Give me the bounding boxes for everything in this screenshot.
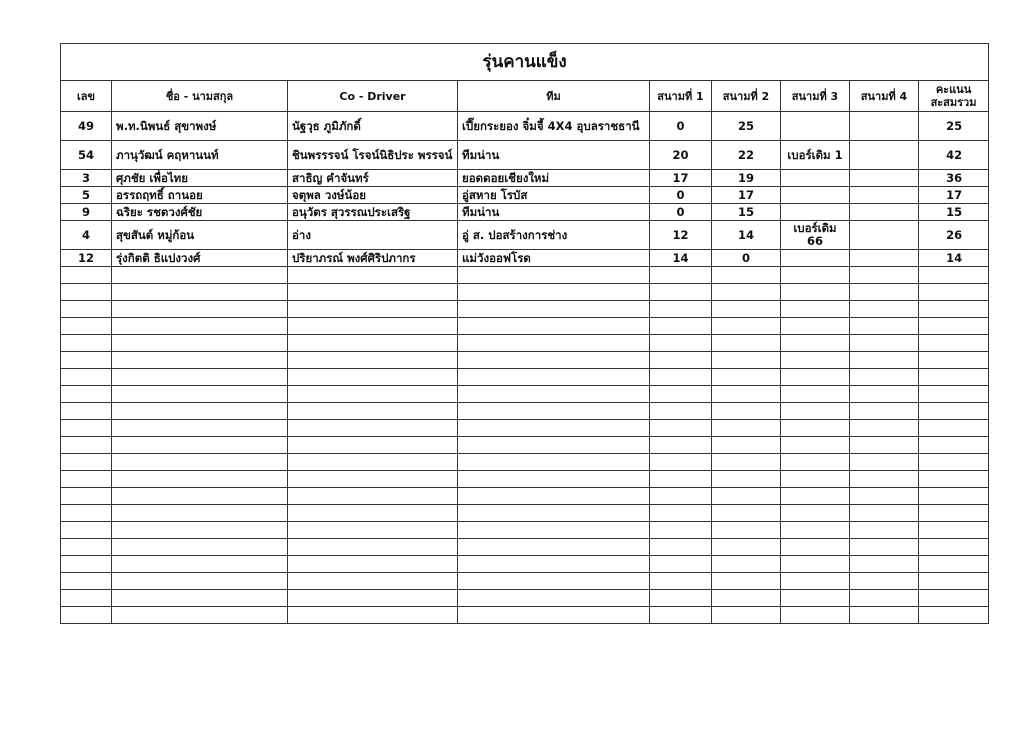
- empty-cell: [781, 403, 850, 420]
- empty-cell: [919, 369, 989, 386]
- empty-cell: [61, 301, 112, 318]
- empty-cell: [781, 505, 850, 522]
- empty-cell: [712, 352, 781, 369]
- empty-cell: [650, 590, 712, 607]
- header-co-driver: Co - Driver: [288, 81, 458, 112]
- cell-team: ทีมน่าน: [458, 204, 650, 221]
- empty-cell: [919, 607, 989, 624]
- empty-row: [61, 301, 989, 318]
- empty-cell: [61, 352, 112, 369]
- cell-field-4: [850, 112, 919, 141]
- empty-cell: [61, 488, 112, 505]
- empty-cell: [288, 335, 458, 352]
- empty-cell: [288, 573, 458, 590]
- empty-cell: [781, 284, 850, 301]
- cell-field-3: เบอร์เดิม 1: [781, 141, 850, 170]
- empty-row: [61, 352, 989, 369]
- empty-cell: [712, 420, 781, 437]
- empty-cell: [781, 301, 850, 318]
- empty-cell: [61, 318, 112, 335]
- cell-total: 42: [919, 141, 989, 170]
- cell-name: สุขสันต์ หมู่ก้อน: [112, 221, 288, 250]
- empty-cell: [61, 471, 112, 488]
- empty-cell: [458, 318, 650, 335]
- empty-cell: [288, 488, 458, 505]
- empty-cell: [61, 505, 112, 522]
- cell-field-2: 25: [712, 112, 781, 141]
- empty-cell: [61, 437, 112, 454]
- cell-num: 54: [61, 141, 112, 170]
- empty-cell: [112, 284, 288, 301]
- empty-cell: [781, 267, 850, 284]
- empty-cell: [61, 335, 112, 352]
- header-team: ทีม: [458, 81, 650, 112]
- empty-cell: [650, 471, 712, 488]
- empty-cell: [650, 607, 712, 624]
- empty-row: [61, 471, 989, 488]
- empty-cell: [288, 505, 458, 522]
- cell-team: อู่สหาย โรบัส: [458, 187, 650, 204]
- cell-total: 14: [919, 250, 989, 267]
- empty-cell: [288, 318, 458, 335]
- empty-cell: [781, 437, 850, 454]
- empty-cell: [112, 505, 288, 522]
- table-title: รุ่นคานแข็ง: [61, 44, 989, 81]
- empty-cell: [458, 590, 650, 607]
- empty-cell: [712, 301, 781, 318]
- empty-cell: [712, 573, 781, 590]
- empty-cell: [850, 437, 919, 454]
- empty-cell: [650, 267, 712, 284]
- empty-cell: [781, 369, 850, 386]
- empty-cell: [650, 556, 712, 573]
- cell-co-driver: จตุพล วงษ์น้อย: [288, 187, 458, 204]
- empty-cell: [650, 539, 712, 556]
- empty-cell: [919, 539, 989, 556]
- table-row: [61, 187, 989, 204]
- empty-cell: [61, 522, 112, 539]
- empty-cell: [712, 437, 781, 454]
- empty-cell: [458, 267, 650, 284]
- cell-field-1: 17: [650, 170, 712, 187]
- cell-field-3: เบอร์เดิม 66: [781, 221, 850, 250]
- empty-cell: [712, 318, 781, 335]
- empty-cell: [112, 488, 288, 505]
- empty-cell: [712, 369, 781, 386]
- cell-num: 3: [61, 170, 112, 187]
- empty-cell: [712, 522, 781, 539]
- cell-co-driver: นัฐวุธ ภูมิภักดิ์: [288, 112, 458, 141]
- empty-cell: [650, 522, 712, 539]
- empty-cell: [112, 607, 288, 624]
- empty-cell: [288, 352, 458, 369]
- cell-total: 26: [919, 221, 989, 250]
- empty-cell: [112, 522, 288, 539]
- empty-cell: [712, 284, 781, 301]
- empty-cell: [61, 573, 112, 590]
- cell-field-2: 14: [712, 221, 781, 250]
- empty-cell: [112, 454, 288, 471]
- table-row: [61, 141, 989, 170]
- empty-cell: [712, 607, 781, 624]
- cell-name: พ.ท.นิพนธ์ สุขาพงษ์: [112, 112, 288, 141]
- cell-field-2: 22: [712, 141, 781, 170]
- empty-cell: [919, 573, 989, 590]
- cell-field-3: [781, 204, 850, 221]
- empty-cell: [112, 386, 288, 403]
- header-total: คะแนน สะสมรวม: [919, 81, 989, 112]
- empty-row: [61, 267, 989, 284]
- cell-field-1: 0: [650, 187, 712, 204]
- empty-cell: [712, 471, 781, 488]
- empty-cell: [288, 471, 458, 488]
- empty-row: [61, 607, 989, 624]
- header-field-1: สนามที่ 1: [650, 81, 712, 112]
- empty-cell: [781, 318, 850, 335]
- empty-row: [61, 403, 989, 420]
- empty-cell: [112, 318, 288, 335]
- empty-cell: [458, 403, 650, 420]
- empty-cell: [288, 420, 458, 437]
- cell-field-1: 20: [650, 141, 712, 170]
- cell-num: 49: [61, 112, 112, 141]
- empty-cell: [919, 420, 989, 437]
- header-field-2: สนามที่ 2: [712, 81, 781, 112]
- cell-co-driver: อนุวัตร สุวรรณประเสริฐ: [288, 204, 458, 221]
- empty-cell: [112, 403, 288, 420]
- empty-cell: [458, 284, 650, 301]
- empty-cell: [712, 335, 781, 352]
- empty-cell: [650, 284, 712, 301]
- empty-cell: [288, 590, 458, 607]
- empty-cell: [650, 454, 712, 471]
- cell-team: เปี๊ยกระยอง จิ๋มจี้ 4X4 อุบลราชธานี: [458, 112, 650, 141]
- empty-cell: [781, 420, 850, 437]
- empty-cell: [288, 539, 458, 556]
- empty-cell: [919, 590, 989, 607]
- empty-cell: [712, 267, 781, 284]
- empty-cell: [61, 369, 112, 386]
- empty-row: [61, 573, 989, 590]
- empty-cell: [781, 352, 850, 369]
- cell-team: อู่ ส. ปอสร้างการช่าง: [458, 221, 650, 250]
- empty-cell: [61, 284, 112, 301]
- empty-cell: [112, 573, 288, 590]
- empty-cell: [850, 420, 919, 437]
- cell-field-4: [850, 187, 919, 204]
- empty-cell: [288, 556, 458, 573]
- empty-row: [61, 420, 989, 437]
- empty-cell: [781, 386, 850, 403]
- cell-co-driver: ชินพรรรจน์ โรจน์นิธิประ พรรจน์: [288, 141, 458, 170]
- empty-cell: [650, 318, 712, 335]
- empty-cell: [288, 284, 458, 301]
- empty-cell: [112, 590, 288, 607]
- table-row: [61, 112, 989, 141]
- empty-cell: [850, 488, 919, 505]
- empty-cell: [458, 369, 650, 386]
- empty-cell: [458, 556, 650, 573]
- score-sheet: [60, 43, 988, 624]
- empty-cell: [781, 471, 850, 488]
- empty-cell: [61, 403, 112, 420]
- empty-cell: [781, 522, 850, 539]
- empty-cell: [288, 369, 458, 386]
- empty-cell: [712, 505, 781, 522]
- cell-field-1: 12: [650, 221, 712, 250]
- empty-cell: [650, 386, 712, 403]
- empty-cell: [112, 335, 288, 352]
- cell-num: 5: [61, 187, 112, 204]
- empty-cell: [919, 454, 989, 471]
- cell-field-4: [850, 250, 919, 267]
- empty-cell: [288, 454, 458, 471]
- empty-cell: [712, 556, 781, 573]
- empty-cell: [112, 556, 288, 573]
- cell-field-3: [781, 250, 850, 267]
- empty-row: [61, 556, 989, 573]
- empty-cell: [712, 386, 781, 403]
- empty-cell: [781, 607, 850, 624]
- cell-name: ภานุวัฒน์ คฤหานนท์: [112, 141, 288, 170]
- cell-name: อรรถฤทธิ์ ถานอย: [112, 187, 288, 204]
- empty-cell: [458, 386, 650, 403]
- cell-field-4: [850, 221, 919, 250]
- empty-cell: [61, 556, 112, 573]
- empty-cell: [712, 454, 781, 471]
- empty-row: [61, 386, 989, 403]
- header-row: [61, 81, 989, 112]
- empty-cell: [458, 454, 650, 471]
- empty-cell: [781, 590, 850, 607]
- empty-cell: [850, 403, 919, 420]
- empty-cell: [458, 573, 650, 590]
- empty-row: [61, 539, 989, 556]
- header-num: เลข: [61, 81, 112, 112]
- empty-cell: [458, 352, 650, 369]
- empty-cell: [458, 607, 650, 624]
- empty-cell: [850, 471, 919, 488]
- empty-cell: [850, 318, 919, 335]
- empty-rows: [61, 267, 989, 624]
- empty-cell: [288, 437, 458, 454]
- empty-cell: [458, 437, 650, 454]
- empty-cell: [850, 454, 919, 471]
- empty-cell: [850, 267, 919, 284]
- empty-row: [61, 369, 989, 386]
- empty-cell: [712, 539, 781, 556]
- empty-cell: [850, 335, 919, 352]
- empty-cell: [112, 352, 288, 369]
- empty-cell: [112, 420, 288, 437]
- cell-num: 4: [61, 221, 112, 250]
- cell-team: ทีมน่าน: [458, 141, 650, 170]
- empty-cell: [850, 556, 919, 573]
- cell-field-2: 15: [712, 204, 781, 221]
- empty-cell: [850, 539, 919, 556]
- empty-cell: [650, 437, 712, 454]
- empty-cell: [288, 267, 458, 284]
- cell-co-driver: ปริยาภรณ์ พงศ์ศิริปภากร: [288, 250, 458, 267]
- empty-row: [61, 488, 989, 505]
- empty-row: [61, 284, 989, 301]
- header-field-4: สนามที่ 4: [850, 81, 919, 112]
- empty-cell: [781, 488, 850, 505]
- cell-total: 15: [919, 204, 989, 221]
- empty-cell: [112, 471, 288, 488]
- empty-row: [61, 454, 989, 471]
- cell-name: รุ่งกิตติ ธิแปงวงศ์: [112, 250, 288, 267]
- cell-field-1: 0: [650, 112, 712, 141]
- table-row: [61, 204, 989, 221]
- empty-cell: [919, 488, 989, 505]
- cell-name: ฉริยะ รชตวงศ์ชัย: [112, 204, 288, 221]
- empty-cell: [458, 488, 650, 505]
- cell-field-2: 17: [712, 187, 781, 204]
- table-row: [61, 170, 989, 187]
- empty-cell: [850, 607, 919, 624]
- cell-co-driver: อ่าง: [288, 221, 458, 250]
- empty-cell: [650, 488, 712, 505]
- empty-row: [61, 318, 989, 335]
- empty-cell: [112, 267, 288, 284]
- cell-field-4: [850, 141, 919, 170]
- empty-cell: [850, 573, 919, 590]
- empty-cell: [712, 403, 781, 420]
- empty-cell: [112, 301, 288, 318]
- cell-field-4: [850, 204, 919, 221]
- empty-cell: [61, 590, 112, 607]
- empty-row: [61, 505, 989, 522]
- empty-cell: [781, 539, 850, 556]
- empty-cell: [61, 539, 112, 556]
- empty-cell: [650, 301, 712, 318]
- empty-cell: [919, 471, 989, 488]
- empty-cell: [919, 301, 989, 318]
- empty-cell: [919, 522, 989, 539]
- empty-cell: [458, 539, 650, 556]
- empty-cell: [650, 573, 712, 590]
- empty-cell: [850, 284, 919, 301]
- empty-cell: [650, 505, 712, 522]
- empty-cell: [850, 590, 919, 607]
- empty-cell: [288, 301, 458, 318]
- empty-cell: [919, 267, 989, 284]
- empty-cell: [458, 522, 650, 539]
- header-field-3: สนามที่ 3: [781, 81, 850, 112]
- table-row: [61, 221, 989, 250]
- empty-cell: [781, 335, 850, 352]
- empty-cell: [61, 454, 112, 471]
- empty-cell: [288, 403, 458, 420]
- empty-cell: [61, 607, 112, 624]
- cell-total: 25: [919, 112, 989, 141]
- empty-cell: [919, 284, 989, 301]
- empty-cell: [850, 522, 919, 539]
- empty-cell: [112, 539, 288, 556]
- empty-cell: [458, 505, 650, 522]
- empty-cell: [850, 301, 919, 318]
- empty-cell: [288, 607, 458, 624]
- empty-cell: [919, 318, 989, 335]
- cell-field-1: 0: [650, 204, 712, 221]
- empty-cell: [61, 267, 112, 284]
- cell-field-3: [781, 112, 850, 141]
- empty-cell: [850, 505, 919, 522]
- empty-cell: [781, 556, 850, 573]
- cell-field-4: [850, 170, 919, 187]
- empty-cell: [650, 403, 712, 420]
- cell-num: 9: [61, 204, 112, 221]
- empty-row: [61, 335, 989, 352]
- cell-co-driver: สาธิญ คำจันทร์: [288, 170, 458, 187]
- empty-cell: [458, 335, 650, 352]
- empty-cell: [288, 386, 458, 403]
- results-table: [60, 43, 989, 624]
- empty-cell: [919, 386, 989, 403]
- cell-field-3: [781, 187, 850, 204]
- empty-cell: [458, 301, 650, 318]
- table-row: [61, 250, 989, 267]
- empty-cell: [61, 420, 112, 437]
- empty-cell: [458, 420, 650, 437]
- empty-row: [61, 437, 989, 454]
- empty-cell: [288, 522, 458, 539]
- empty-cell: [919, 335, 989, 352]
- empty-cell: [650, 369, 712, 386]
- cell-field-2: 0: [712, 250, 781, 267]
- cell-name: ศุภชัย เพื่อไทย: [112, 170, 288, 187]
- cell-team: แม่วังออฟโรด: [458, 250, 650, 267]
- empty-cell: [61, 386, 112, 403]
- cell-field-3: [781, 170, 850, 187]
- empty-cell: [919, 556, 989, 573]
- cell-total: 17: [919, 187, 989, 204]
- empty-cell: [850, 352, 919, 369]
- empty-row: [61, 522, 989, 539]
- empty-cell: [112, 437, 288, 454]
- cell-total: 36: [919, 170, 989, 187]
- empty-cell: [850, 386, 919, 403]
- empty-cell: [458, 471, 650, 488]
- empty-cell: [919, 403, 989, 420]
- empty-cell: [781, 573, 850, 590]
- empty-cell: [650, 352, 712, 369]
- empty-row: [61, 590, 989, 607]
- empty-cell: [712, 488, 781, 505]
- empty-cell: [919, 505, 989, 522]
- cell-field-1: 14: [650, 250, 712, 267]
- empty-cell: [850, 369, 919, 386]
- empty-cell: [919, 352, 989, 369]
- cell-field-2: 19: [712, 170, 781, 187]
- empty-cell: [781, 454, 850, 471]
- empty-cell: [712, 590, 781, 607]
- cell-team: ยอดดอยเชียงใหม่: [458, 170, 650, 187]
- cell-num: 12: [61, 250, 112, 267]
- empty-cell: [650, 420, 712, 437]
- header-name: ชื่อ - นามสกุล: [112, 81, 288, 112]
- empty-cell: [112, 369, 288, 386]
- empty-cell: [650, 335, 712, 352]
- empty-cell: [919, 437, 989, 454]
